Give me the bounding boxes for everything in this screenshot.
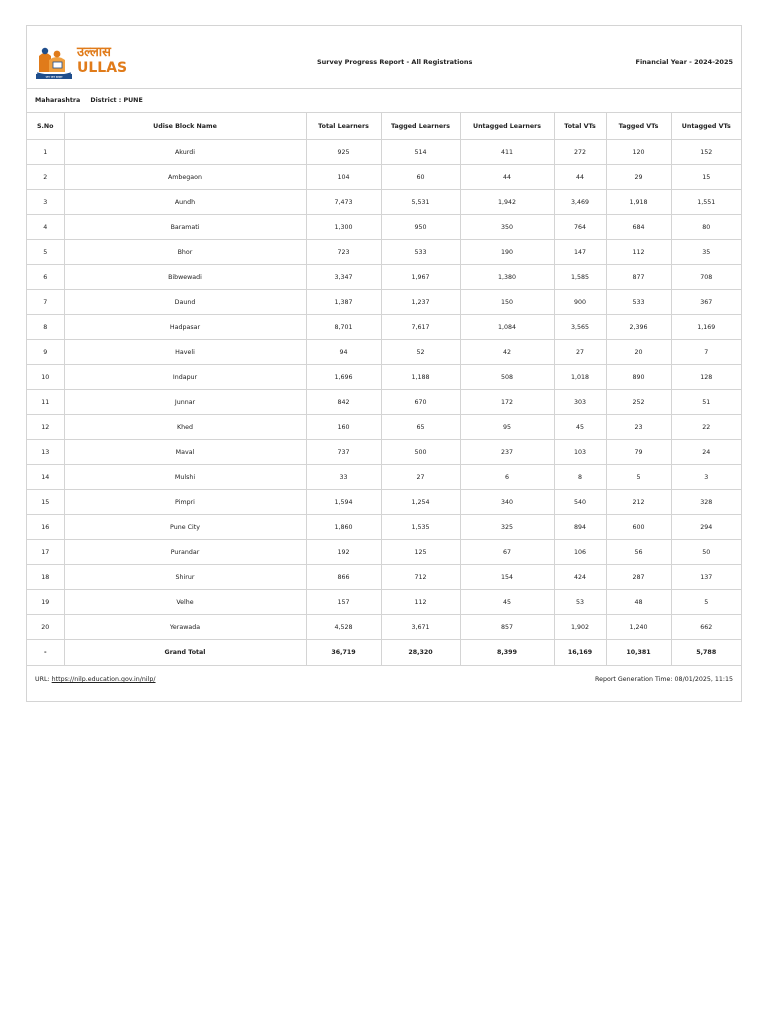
table-row bbox=[27, 290, 741, 315]
cell-block: Yerawada bbox=[64, 615, 306, 640]
cell-untagged-vts: 128 bbox=[671, 365, 741, 390]
cell-untagged-learners: 857 bbox=[460, 615, 554, 640]
cell-untagged-vts: 15 bbox=[671, 165, 741, 190]
cell-tagged-vts: 2,396 bbox=[606, 315, 671, 340]
cell-total-learners: 157 bbox=[306, 590, 381, 615]
cell-total-vts: 53 bbox=[554, 590, 606, 615]
cell-tagged-learners: 514 bbox=[381, 140, 460, 165]
cell-sno: 12 bbox=[27, 415, 64, 440]
col-header-total-vts: Total VTs bbox=[554, 113, 606, 140]
cell-untagged-learners: 44 bbox=[460, 165, 554, 190]
cell-untagged-vts: 1,551 bbox=[671, 190, 741, 215]
cell-untagged-learners: 237 bbox=[460, 440, 554, 465]
cell-total-vts: 44 bbox=[554, 165, 606, 190]
cell-tagged-vts: 20 bbox=[606, 340, 671, 365]
cell-untagged-learners: 150 bbox=[460, 290, 554, 315]
cell-total-learners: 1,860 bbox=[306, 515, 381, 540]
col-header-sno: S.No bbox=[27, 113, 64, 140]
cell-tagged-learners: 5,531 bbox=[381, 190, 460, 215]
cell-tagged-vts: 5 bbox=[606, 465, 671, 490]
grand-total-row bbox=[27, 640, 741, 666]
cell-total-learners: 723 bbox=[306, 240, 381, 265]
cell-block: Indapur bbox=[64, 365, 306, 390]
col-header-total-learners: Total Learners bbox=[306, 113, 381, 140]
cell-tagged-learners: 3,671 bbox=[381, 615, 460, 640]
cell-total-vts: 764 bbox=[554, 215, 606, 240]
cell-total-vts: 45 bbox=[554, 415, 606, 440]
cell-total-vts: 303 bbox=[554, 390, 606, 415]
col-header-untagged-learners: Untagged Learners bbox=[460, 113, 554, 140]
cell-total-vts: 894 bbox=[554, 515, 606, 540]
total-tagged-learners: 28,320 bbox=[381, 640, 460, 666]
cell-untagged-learners: 411 bbox=[460, 140, 554, 165]
generation-time: Report Generation Time: 08/01/2025, 11:15 bbox=[595, 676, 733, 683]
table-row bbox=[27, 465, 741, 490]
cell-tagged-learners: 1,254 bbox=[381, 490, 460, 515]
logo-text-english: ULLAS bbox=[77, 60, 128, 76]
cell-tagged-learners: 670 bbox=[381, 390, 460, 415]
cell-tagged-vts: 48 bbox=[606, 590, 671, 615]
cell-block: Bhor bbox=[64, 240, 306, 265]
cell-tagged-learners: 500 bbox=[381, 440, 460, 465]
cell-untagged-vts: 50 bbox=[671, 540, 741, 565]
table-row bbox=[27, 615, 741, 640]
cell-tagged-learners: 125 bbox=[381, 540, 460, 565]
total-vts: 16,169 bbox=[554, 640, 606, 666]
logo-text-hindi: उल्लास bbox=[77, 45, 111, 60]
table-row bbox=[27, 315, 741, 340]
cell-tagged-vts: 23 bbox=[606, 415, 671, 440]
cell-block: Purandar bbox=[64, 540, 306, 565]
cell-total-learners: 842 bbox=[306, 390, 381, 415]
cell-tagged-vts: 600 bbox=[606, 515, 671, 540]
cell-untagged-learners: 1,942 bbox=[460, 190, 554, 215]
cell-block: Pune City bbox=[64, 515, 306, 540]
cell-tagged-vts: 287 bbox=[606, 565, 671, 590]
table-row bbox=[27, 540, 741, 565]
cell-sno: 10 bbox=[27, 365, 64, 390]
cell-untagged-learners: 42 bbox=[460, 340, 554, 365]
cell-total-learners: 33 bbox=[306, 465, 381, 490]
table-row bbox=[27, 490, 741, 515]
cell-tagged-vts: 120 bbox=[606, 140, 671, 165]
cell-block: Shirur bbox=[64, 565, 306, 590]
cell-block: Hadpasar bbox=[64, 315, 306, 340]
cell-tagged-vts: 252 bbox=[606, 390, 671, 415]
cell-sno: 5 bbox=[27, 240, 64, 265]
table-row bbox=[27, 265, 741, 290]
report-footer bbox=[27, 666, 741, 706]
cell-block: Akurdi bbox=[64, 140, 306, 165]
cell-total-vts: 1,018 bbox=[554, 365, 606, 390]
cell-sno: 9 bbox=[27, 340, 64, 365]
cell-total-learners: 7,473 bbox=[306, 190, 381, 215]
col-header-tagged-learners: Tagged Learners bbox=[381, 113, 460, 140]
cell-sno: 17 bbox=[27, 540, 64, 565]
cell-total-learners: 737 bbox=[306, 440, 381, 465]
table-row bbox=[27, 515, 741, 540]
cell-total-learners: 1,300 bbox=[306, 215, 381, 240]
cell-untagged-learners: 154 bbox=[460, 565, 554, 590]
table-body bbox=[27, 140, 741, 640]
table-header-row bbox=[27, 113, 741, 140]
table-row bbox=[27, 365, 741, 390]
cell-sno: 13 bbox=[27, 440, 64, 465]
cell-block: Khed bbox=[64, 415, 306, 440]
cell-tagged-learners: 27 bbox=[381, 465, 460, 490]
cell-sno: 6 bbox=[27, 265, 64, 290]
cell-tagged-learners: 52 bbox=[381, 340, 460, 365]
cell-untagged-vts: 3 bbox=[671, 465, 741, 490]
total-untagged-learners: 8,399 bbox=[460, 640, 554, 666]
cell-tagged-learners: 1,188 bbox=[381, 365, 460, 390]
col-header-tagged-vts: Tagged VTs bbox=[606, 113, 671, 140]
cell-untagged-vts: 294 bbox=[671, 515, 741, 540]
cell-total-vts: 8 bbox=[554, 465, 606, 490]
cell-untagged-vts: 708 bbox=[671, 265, 741, 290]
cell-tagged-vts: 212 bbox=[606, 490, 671, 515]
cell-sno: 3 bbox=[27, 190, 64, 215]
cell-block: Haveli bbox=[64, 340, 306, 365]
cell-untagged-vts: 367 bbox=[671, 290, 741, 315]
district-name: District : PUNE bbox=[90, 97, 143, 104]
cell-sno: 2 bbox=[27, 165, 64, 190]
cell-total-vts: 3,469 bbox=[554, 190, 606, 215]
portal-link[interactable]: https://nilp.education.gov.in/nilp/ bbox=[51, 676, 156, 683]
url-line bbox=[35, 676, 156, 683]
table-row bbox=[27, 590, 741, 615]
cell-untagged-learners: 95 bbox=[460, 415, 554, 440]
total-tagged-vts: 10,381 bbox=[606, 640, 671, 666]
cell-block: Ambegaon bbox=[64, 165, 306, 190]
cell-untagged-learners: 325 bbox=[460, 515, 554, 540]
cell-total-learners: 192 bbox=[306, 540, 381, 565]
report-title: Survey Progress Report - All Registrations bbox=[317, 58, 473, 66]
cell-total-vts: 540 bbox=[554, 490, 606, 515]
table-row bbox=[27, 240, 741, 265]
cell-untagged-vts: 51 bbox=[671, 390, 741, 415]
cell-untagged-vts: 152 bbox=[671, 140, 741, 165]
table-row bbox=[27, 390, 741, 415]
cell-untagged-vts: 5 bbox=[671, 590, 741, 615]
total-sno: - bbox=[27, 640, 64, 666]
cell-tagged-learners: 533 bbox=[381, 240, 460, 265]
cell-block: Pimpri bbox=[64, 490, 306, 515]
cell-untagged-vts: 1,169 bbox=[671, 315, 741, 340]
col-header-block: Udise Block Name bbox=[64, 113, 306, 140]
cell-tagged-learners: 1,237 bbox=[381, 290, 460, 315]
cell-tagged-learners: 112 bbox=[381, 590, 460, 615]
cell-tagged-learners: 65 bbox=[381, 415, 460, 440]
cell-tagged-vts: 684 bbox=[606, 215, 671, 240]
cell-total-vts: 3,565 bbox=[554, 315, 606, 340]
cell-untagged-learners: 340 bbox=[460, 490, 554, 515]
cell-total-vts: 1,585 bbox=[554, 265, 606, 290]
cell-tagged-vts: 79 bbox=[606, 440, 671, 465]
cell-tagged-vts: 1,240 bbox=[606, 615, 671, 640]
table-row bbox=[27, 215, 741, 240]
table-row bbox=[27, 440, 741, 465]
cell-block: Daund bbox=[64, 290, 306, 315]
cell-untagged-learners: 1,380 bbox=[460, 265, 554, 290]
cell-total-learners: 94 bbox=[306, 340, 381, 365]
cell-tagged-learners: 712 bbox=[381, 565, 460, 590]
cell-sno: 18 bbox=[27, 565, 64, 590]
cell-total-vts: 147 bbox=[554, 240, 606, 265]
cell-untagged-vts: 35 bbox=[671, 240, 741, 265]
logo-tagline: जन जन साक्षर bbox=[45, 75, 63, 79]
url-label: URL: bbox=[35, 676, 50, 683]
cell-total-vts: 27 bbox=[554, 340, 606, 365]
cell-total-vts: 424 bbox=[554, 565, 606, 590]
cell-untagged-learners: 508 bbox=[460, 365, 554, 390]
cell-sno: 4 bbox=[27, 215, 64, 240]
cell-total-learners: 4,528 bbox=[306, 615, 381, 640]
cell-total-vts: 900 bbox=[554, 290, 606, 315]
total-learners: 36,719 bbox=[306, 640, 381, 666]
financial-year: Financial Year - 2024-2025 bbox=[635, 58, 733, 66]
cell-untagged-learners: 172 bbox=[460, 390, 554, 415]
registrations-table bbox=[27, 113, 741, 666]
total-untagged-vts: 5,788 bbox=[671, 640, 741, 666]
table-row bbox=[27, 165, 741, 190]
cell-block: Baramati bbox=[64, 215, 306, 240]
cell-untagged-vts: 24 bbox=[671, 440, 741, 465]
cell-total-vts: 1,902 bbox=[554, 615, 606, 640]
report-header bbox=[27, 26, 741, 89]
cell-block: Junnar bbox=[64, 390, 306, 415]
cell-tagged-vts: 56 bbox=[606, 540, 671, 565]
state-name: Maharashtra bbox=[35, 97, 81, 104]
cell-tagged-vts: 533 bbox=[606, 290, 671, 315]
cell-untagged-learners: 67 bbox=[460, 540, 554, 565]
cell-tagged-vts: 890 bbox=[606, 365, 671, 390]
cell-untagged-vts: 328 bbox=[671, 490, 741, 515]
report-container bbox=[26, 25, 742, 702]
location-bar bbox=[27, 89, 741, 113]
table-row bbox=[27, 340, 741, 365]
cell-total-learners: 925 bbox=[306, 140, 381, 165]
cell-tagged-learners: 60 bbox=[381, 165, 460, 190]
ullas-logo bbox=[35, 42, 141, 80]
cell-sno: 20 bbox=[27, 615, 64, 640]
cell-sno: 14 bbox=[27, 465, 64, 490]
cell-untagged-learners: 190 bbox=[460, 240, 554, 265]
cell-untagged-vts: 80 bbox=[671, 215, 741, 240]
cell-untagged-learners: 1,084 bbox=[460, 315, 554, 340]
cell-total-learners: 160 bbox=[306, 415, 381, 440]
total-label: Grand Total bbox=[64, 640, 306, 666]
cell-total-learners: 3,347 bbox=[306, 265, 381, 290]
cell-sno: 11 bbox=[27, 390, 64, 415]
cell-block: Aundh bbox=[64, 190, 306, 215]
cell-sno: 8 bbox=[27, 315, 64, 340]
cell-untagged-learners: 350 bbox=[460, 215, 554, 240]
cell-total-learners: 104 bbox=[306, 165, 381, 190]
cell-tagged-learners: 950 bbox=[381, 215, 460, 240]
cell-total-learners: 1,594 bbox=[306, 490, 381, 515]
cell-sno: 7 bbox=[27, 290, 64, 315]
cell-untagged-learners: 6 bbox=[460, 465, 554, 490]
cell-total-learners: 1,387 bbox=[306, 290, 381, 315]
cell-total-learners: 1,696 bbox=[306, 365, 381, 390]
cell-sno: 15 bbox=[27, 490, 64, 515]
cell-sno: 1 bbox=[27, 140, 64, 165]
cell-tagged-vts: 1,918 bbox=[606, 190, 671, 215]
cell-total-vts: 103 bbox=[554, 440, 606, 465]
cell-untagged-learners: 45 bbox=[460, 590, 554, 615]
cell-tagged-vts: 877 bbox=[606, 265, 671, 290]
cell-total-vts: 272 bbox=[554, 140, 606, 165]
cell-tagged-vts: 112 bbox=[606, 240, 671, 265]
cell-untagged-vts: 137 bbox=[671, 565, 741, 590]
cell-total-learners: 8,701 bbox=[306, 315, 381, 340]
cell-untagged-vts: 662 bbox=[671, 615, 741, 640]
cell-block: Mulshi bbox=[64, 465, 306, 490]
cell-untagged-vts: 22 bbox=[671, 415, 741, 440]
table-row bbox=[27, 415, 741, 440]
col-header-untagged-vts: Untagged VTs bbox=[671, 113, 741, 140]
cell-sno: 16 bbox=[27, 515, 64, 540]
cell-untagged-vts: 7 bbox=[671, 340, 741, 365]
cell-tagged-learners: 7,617 bbox=[381, 315, 460, 340]
table-row bbox=[27, 190, 741, 215]
cell-total-learners: 866 bbox=[306, 565, 381, 590]
cell-block: Maval bbox=[64, 440, 306, 465]
table-row bbox=[27, 140, 741, 165]
cell-tagged-learners: 1,967 bbox=[381, 265, 460, 290]
cell-block: Bibwewadi bbox=[64, 265, 306, 290]
cell-tagged-learners: 1,535 bbox=[381, 515, 460, 540]
table-row bbox=[27, 565, 741, 590]
cell-block: Velhe bbox=[64, 590, 306, 615]
cell-tagged-vts: 29 bbox=[606, 165, 671, 190]
cell-sno: 19 bbox=[27, 590, 64, 615]
cell-total-vts: 106 bbox=[554, 540, 606, 565]
